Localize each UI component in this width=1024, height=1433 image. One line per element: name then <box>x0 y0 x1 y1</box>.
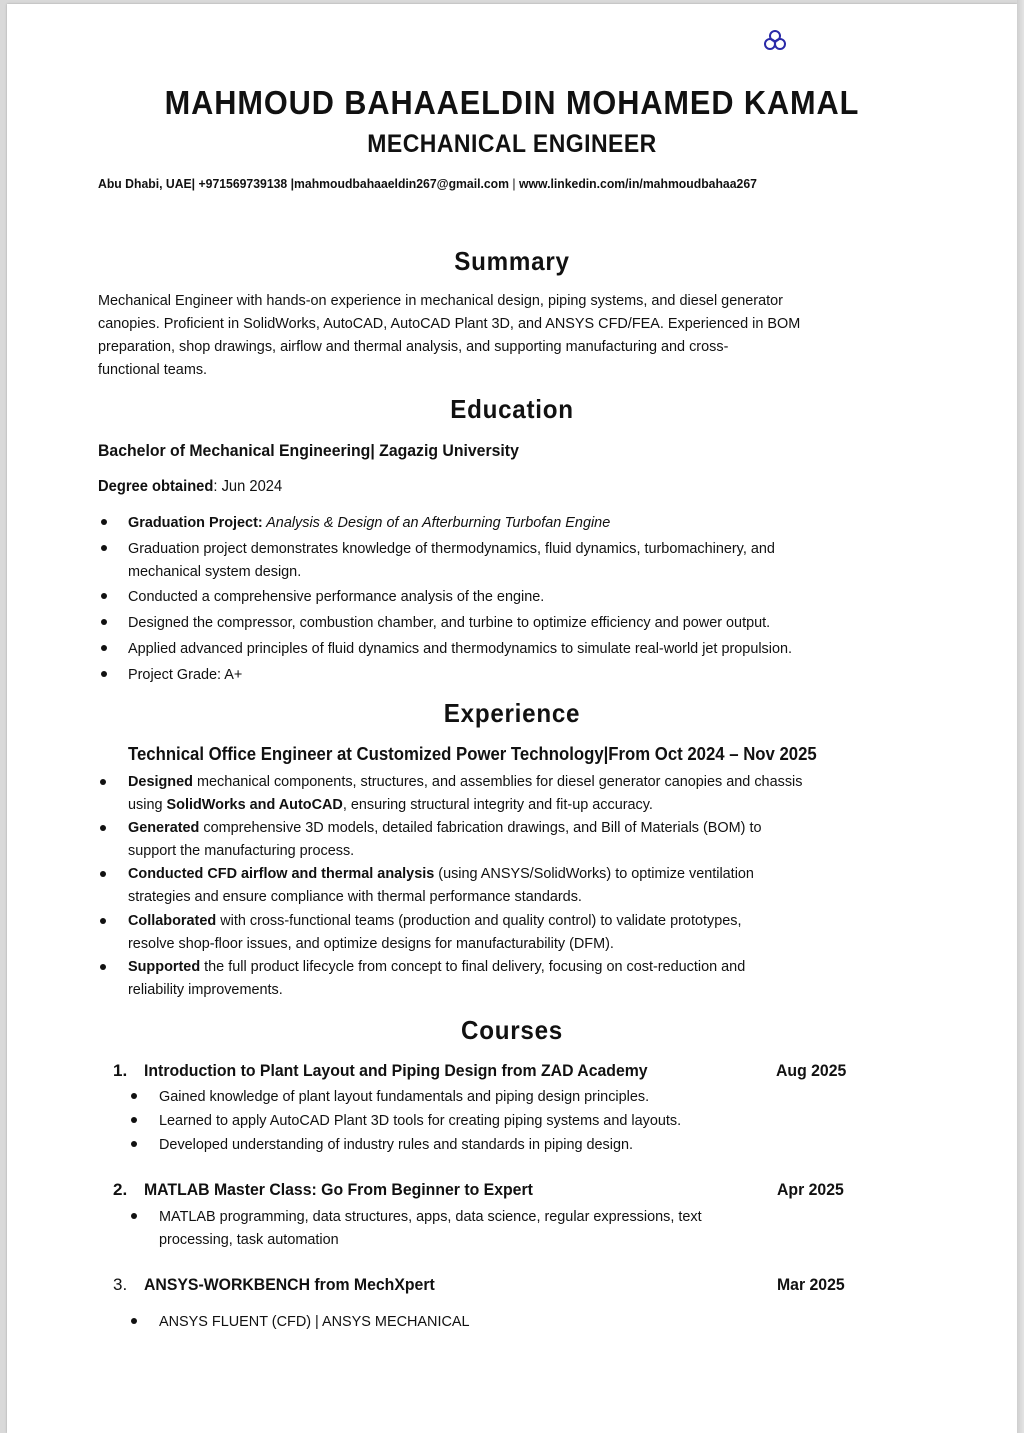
summary-line: Mechanical Engineer with hands-on experience in mechanical design, piping systems, and diesel generator <box>98 292 783 309</box>
bullet-dot-icon <box>131 1141 137 1147</box>
bullet-bold-text: SolidWorks and AutoCAD <box>166 796 343 813</box>
course-date: Apr 2025 <box>777 1180 844 1199</box>
course-number: 1. <box>113 1061 128 1080</box>
experience-bullet-line <box>128 862 754 885</box>
bullet-text: mechanical components, structures, and assemblies for diesel generator canopies and chassis <box>192 773 803 790</box>
education-bullet-line <box>128 511 610 534</box>
bullet-text: resolve shop-floor issues, and optimize designs for manufacturability (DFM). <box>128 935 614 952</box>
bullet-text: reliability improvements. <box>128 981 283 998</box>
experience-bullet <box>128 816 762 862</box>
bullet-dot-icon <box>101 671 107 677</box>
course-title: ANSYS-WORKBENCH from MechXpert <box>144 1275 435 1294</box>
bullet-text: strategies and ensure compliance with thermal performance standards. <box>128 888 582 905</box>
education-bullet-line: Applied advanced principles of fluid dynamics and thermodynamics to simulate real-world jet propulsion. <box>128 640 793 657</box>
contact-email[interactable]: |mahmoudbahaaeldin267@gmail.com <box>290 176 510 191</box>
experience-bullet <box>128 955 745 1001</box>
course-number: 2. <box>113 1180 128 1199</box>
summary-line: canopies. Proficient in SolidWorks, AutoCAD, AutoCAD Plant 3D, and ANSYS CFD/FEA. Experienced in BOM <box>98 315 801 332</box>
course-date: Mar 2025 <box>777 1275 845 1294</box>
scrollbar-track[interactable] <box>1017 0 1024 1433</box>
experience-bullet-line <box>128 909 741 932</box>
experience-bullet-line <box>128 770 802 793</box>
degree-obtained-label: Degree obtained <box>98 478 214 495</box>
bullet-dot-icon <box>131 1318 137 1324</box>
summary-line: preparation, shop drawings, airflow and thermal analysis, and supporting manufacturing and cross- <box>98 338 729 355</box>
education-bullet <box>128 585 544 608</box>
bullet-dot-icon <box>100 871 106 877</box>
bullet-dot-icon <box>101 619 107 625</box>
bullet-dot-icon <box>101 593 107 599</box>
contact-location: Abu Dhabi, UAE| <box>98 176 196 191</box>
contact-line <box>98 176 757 191</box>
bullet-text: the full product lifecycle from concept to final delivery, focusing on cost-reduction and <box>200 958 746 975</box>
bullet-dot-icon <box>101 519 107 525</box>
bullet-dot-icon <box>131 1117 137 1123</box>
bullet-text: support the manufacturing process. <box>128 842 355 859</box>
degree-title: Bachelor of Mechanical Engineering| Zagazig University <box>98 441 519 460</box>
experience-bullet-line <box>128 839 762 862</box>
bullet-bold-lead: Conducted CFD airflow and thermal analysis <box>128 865 435 882</box>
bullet-text: with cross-functional teams (production and quality control) to validate prototypes, <box>216 912 742 929</box>
course-title: MATLAB Master Class: Go From Beginner to Expert <box>144 1180 533 1199</box>
degree-obtained-value: : Jun 2024 <box>213 478 283 495</box>
candidate-role: MECHANICAL ENGINEER <box>367 130 657 158</box>
bullet-dot-icon <box>100 779 106 785</box>
education-bullet <box>128 537 775 583</box>
bullet-dot-icon <box>101 645 107 651</box>
course-bullet-line: ANSYS FLUENT (CFD) | ANSYS MECHANICAL <box>159 1313 470 1330</box>
experience-bullet <box>128 909 741 955</box>
course-bullet-line: Learned to apply AutoCAD Plant 3D tools for creating piping systems and layouts. <box>159 1112 682 1129</box>
course-bullet-line: Gained knowledge of plant layout fundamentals and piping design principles. <box>159 1088 650 1105</box>
education-bullet-line: Conducted a comprehensive performance analysis of the engine. <box>128 588 545 605</box>
summary-line: functional teams. <box>98 361 208 378</box>
course-bullet-line: Developed understanding of industry rules and standards in piping design. <box>159 1136 634 1153</box>
experience-bullet-line <box>128 816 762 839</box>
course-title: Introduction to Plant Layout and Piping Design from ZAD Academy <box>144 1061 648 1080</box>
education-bullet-line: Project Grade: A+ <box>128 666 243 683</box>
bullet-dot-icon <box>131 1093 137 1099</box>
experience-bullet-line <box>128 793 802 816</box>
bullet-dot-icon <box>131 1213 137 1219</box>
course-bullet <box>159 1310 470 1333</box>
course-bullet <box>159 1133 633 1156</box>
bullet-bold-lead: Collaborated <box>128 912 217 929</box>
bullet-dot-icon <box>100 918 106 924</box>
bullet-dot-icon <box>100 825 106 831</box>
candidate-name: MAHMOUD BAHAAELDIN MOHAMED KAMAL <box>164 84 860 121</box>
course-date: Aug 2025 <box>776 1061 847 1080</box>
bullet-text: using <box>128 796 167 813</box>
course-bullet-line: MATLAB programming, data structures, apps, data science, regular expressions, text <box>159 1208 702 1225</box>
bullet-bold-lead: Generated <box>128 819 200 836</box>
bullet-dot-icon <box>100 964 106 970</box>
section-title-education: Education <box>450 394 574 424</box>
contact-linkedin[interactable]: www.linkedin.com/in/mahmoudbahaa267 <box>519 176 757 191</box>
education-bullet <box>128 663 242 686</box>
bullet-bold-label: Graduation Project: <box>128 514 263 531</box>
bullet-dot-icon <box>101 545 107 551</box>
experience-bullet <box>128 862 754 908</box>
education-bullet <box>128 637 792 660</box>
experience-bullet-line <box>128 978 745 1001</box>
course-bullet-line: processing, task automation <box>159 1231 339 1248</box>
education-bullet <box>128 611 770 634</box>
section-title-courses: Courses <box>461 1015 563 1045</box>
contact-phone[interactable]: +971569739138 <box>198 176 288 191</box>
education-bullet-line: mechanical system design. <box>128 563 302 580</box>
course-bullet <box>159 1085 649 1108</box>
experience-bullet-line <box>128 885 754 908</box>
course-number: 3. <box>113 1275 128 1294</box>
bullet-text: comprehensive 3D models, detailed fabrication drawings, and Bill of Materials (BOM) to <box>199 819 762 836</box>
section-title-summary: Summary <box>454 246 570 276</box>
course-bullet <box>159 1109 681 1132</box>
contact-separator: | <box>512 176 516 191</box>
bullet-italic-text: Analysis & Design of an Afterburning Turbofan Engine <box>262 514 611 531</box>
bullet-text: (using ANSYS/SolidWorks) to optimize ventilation <box>434 865 754 882</box>
education-bullet-line: Graduation project demonstrates knowledge of thermodynamics, fluid dynamics, turbomachinery, and <box>128 540 775 557</box>
section-title-experience: Experience <box>443 698 581 728</box>
course-bullet <box>159 1205 702 1251</box>
summary-paragraph <box>98 289 800 381</box>
experience-bullet-line <box>128 932 741 955</box>
education-bullet <box>128 511 610 534</box>
bullet-text: , ensuring structural integrity and fit-up accuracy. <box>342 796 653 813</box>
trefoil-logo-icon <box>762 28 788 52</box>
job-title: Technical Office Engineer at Customized Power Technology|From Oct 2024 – Nov 2025 <box>128 744 817 764</box>
education-bullet-line: Designed the compressor, combustion chamber, and turbine to optimize efficiency and power output. <box>128 614 771 631</box>
degree-obtained <box>98 478 282 496</box>
experience-bullet <box>128 770 802 816</box>
bullet-bold-lead: Supported <box>128 958 201 975</box>
experience-bullet-line <box>128 955 745 978</box>
bullet-bold-lead: Designed <box>128 773 193 790</box>
